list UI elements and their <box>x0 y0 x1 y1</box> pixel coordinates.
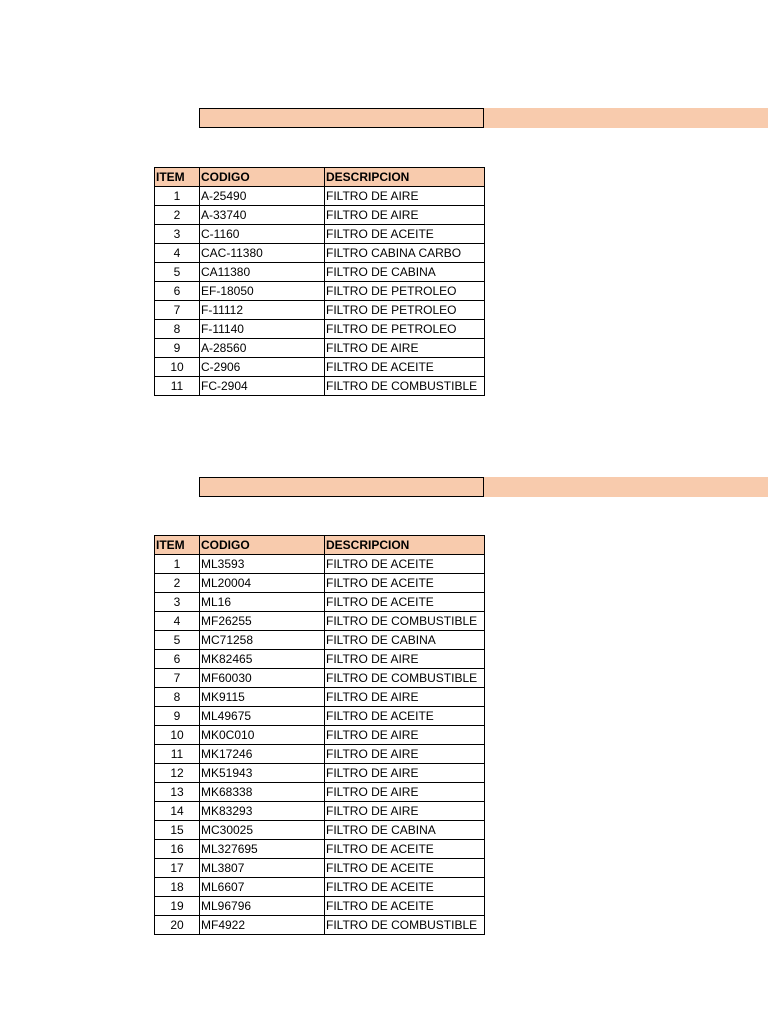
cell-item: 6 <box>155 282 200 301</box>
table-row <box>155 840 485 859</box>
table-row <box>155 358 485 377</box>
cell-item: 4 <box>155 244 200 263</box>
cell-codigo: ML20004 <box>200 574 325 593</box>
table-row <box>155 263 485 282</box>
cell-descripcion: FILTRO DE CABINA <box>325 821 485 840</box>
table-row <box>155 745 485 764</box>
cell-descripcion: FILTRO CABINA CARBO <box>325 244 485 263</box>
header-codigo: CODIGO <box>200 536 325 555</box>
cell-codigo: F-11140 <box>200 320 325 339</box>
cell-descripcion: FILTRO DE AIRE <box>325 802 485 821</box>
cell-item: 12 <box>155 764 200 783</box>
cell-item: 10 <box>155 358 200 377</box>
cell-item: 5 <box>155 631 200 650</box>
cell-descripcion: FILTRO DE COMBUSTIBLE <box>325 916 485 935</box>
cell-codigo: ML16 <box>200 593 325 612</box>
cell-item: 7 <box>155 301 200 320</box>
table-row <box>155 916 485 935</box>
table-row <box>155 282 485 301</box>
cell-codigo: C-2906 <box>200 358 325 377</box>
cell-item: 17 <box>155 859 200 878</box>
cell-codigo: MF4922 <box>200 916 325 935</box>
cell-codigo: CAC-11380 <box>200 244 325 263</box>
cell-codigo: A-33740 <box>200 206 325 225</box>
cell-descripcion: FILTRO DE CABINA <box>325 263 485 282</box>
cell-codigo: ML49675 <box>200 707 325 726</box>
cell-descripcion: FILTRO DE ACEITE <box>325 840 485 859</box>
cell-item: 3 <box>155 225 200 244</box>
cell-descripcion: FILTRO DE ACEITE <box>325 878 485 897</box>
cell-descripcion: FILTRO DE ACEITE <box>325 897 485 916</box>
cell-item: 5 <box>155 263 200 282</box>
header-descripcion: DESCRIPCION <box>325 168 485 187</box>
cell-descripcion: FILTRO DE ACEITE <box>325 859 485 878</box>
table-row <box>155 669 485 688</box>
cell-codigo: A-25490 <box>200 187 325 206</box>
cell-codigo: CA11380 <box>200 263 325 282</box>
table-row <box>155 574 485 593</box>
cell-item: 3 <box>155 593 200 612</box>
cell-item: 16 <box>155 840 200 859</box>
table-row <box>155 783 485 802</box>
cell-item: 9 <box>155 707 200 726</box>
table-row <box>155 764 485 783</box>
table-row <box>155 320 485 339</box>
cell-descripcion: FILTRO DE AIRE <box>325 339 485 358</box>
cell-item: 2 <box>155 574 200 593</box>
table-header-row <box>155 168 485 187</box>
cell-codigo: MK68338 <box>200 783 325 802</box>
cell-item: 1 <box>155 555 200 574</box>
cell-item: 7 <box>155 669 200 688</box>
cell-descripcion: FILTRO DE COMBUSTIBLE <box>325 377 485 396</box>
table-row <box>155 707 485 726</box>
cell-descripcion: FILTRO DE AIRE <box>325 745 485 764</box>
cell-codigo: F-11112 <box>200 301 325 320</box>
header-item: ITEM <box>155 536 200 555</box>
cell-codigo: A-28560 <box>200 339 325 358</box>
cell-item: 4 <box>155 612 200 631</box>
cell-descripcion: FILTRO DE ACEITE <box>325 574 485 593</box>
cell-item: 8 <box>155 320 200 339</box>
cell-descripcion: FILTRO DE PETROLEO <box>325 282 485 301</box>
cell-descripcion: FILTRO DE AIRE <box>325 650 485 669</box>
table-row <box>155 206 485 225</box>
cell-item: 18 <box>155 878 200 897</box>
cell-descripcion: FILTRO DE ACEITE <box>325 358 485 377</box>
cell-descripcion: FILTRO DE AIRE <box>325 187 485 206</box>
cell-descripcion: FILTRO DE AIRE <box>325 688 485 707</box>
cell-item: 6 <box>155 650 200 669</box>
cell-descripcion: FILTRO DE ACEITE <box>325 707 485 726</box>
cell-item: 2 <box>155 206 200 225</box>
cell-item: 19 <box>155 897 200 916</box>
section-1-title-bar <box>199 108 768 128</box>
table-header-row <box>155 536 485 555</box>
cell-codigo: ML327695 <box>200 840 325 859</box>
table-row <box>155 377 485 396</box>
cell-descripcion: FILTRO DE PETROLEO <box>325 320 485 339</box>
cell-codigo: ML6607 <box>200 878 325 897</box>
cell-descripcion: FILTRO DE ACEITE <box>325 555 485 574</box>
cell-item: 15 <box>155 821 200 840</box>
table-row <box>155 593 485 612</box>
cell-descripcion: FILTRO DE AIRE <box>325 726 485 745</box>
table-row <box>155 650 485 669</box>
table-row <box>155 821 485 840</box>
cell-codigo: MC30025 <box>200 821 325 840</box>
cell-codigo: ML3593 <box>200 555 325 574</box>
cell-codigo: MK0C010 <box>200 726 325 745</box>
cell-codigo: C-1160 <box>200 225 325 244</box>
table-row <box>155 726 485 745</box>
cell-descripcion: FILTRO DE AIRE <box>325 783 485 802</box>
cell-item: 11 <box>155 745 200 764</box>
cell-item: 11 <box>155 377 200 396</box>
cell-descripcion: FILTRO DE COMBUSTIBLE <box>325 669 485 688</box>
cell-item: 8 <box>155 688 200 707</box>
table-row <box>155 555 485 574</box>
section-2-title-bar <box>199 477 768 497</box>
cell-codigo: ML3807 <box>200 859 325 878</box>
header-codigo: CODIGO <box>200 168 325 187</box>
cell-codigo: MK83293 <box>200 802 325 821</box>
table-row <box>155 631 485 650</box>
cell-descripcion: FILTRO DE AIRE <box>325 764 485 783</box>
cell-item: 13 <box>155 783 200 802</box>
cell-item: 20 <box>155 916 200 935</box>
cell-codigo: MF26255 <box>200 612 325 631</box>
cell-item: 10 <box>155 726 200 745</box>
cell-codigo: ML96796 <box>200 897 325 916</box>
header-item: ITEM <box>155 168 200 187</box>
cell-item: 1 <box>155 187 200 206</box>
cell-codigo: MK82465 <box>200 650 325 669</box>
table-row <box>155 688 485 707</box>
cell-descripcion: FILTRO DE ACEITE <box>325 593 485 612</box>
table-row <box>155 339 485 358</box>
table-row <box>155 187 485 206</box>
cell-codigo: EF-18050 <box>200 282 325 301</box>
table-row <box>155 225 485 244</box>
cell-descripcion: FILTRO DE AIRE <box>325 206 485 225</box>
section-2-table <box>154 535 485 935</box>
section-1-table <box>154 167 485 396</box>
cell-codigo: MC71258 <box>200 631 325 650</box>
cell-codigo: FC-2904 <box>200 377 325 396</box>
table-row <box>155 301 485 320</box>
table-row <box>155 859 485 878</box>
cell-codigo: MK9115 <box>200 688 325 707</box>
cell-descripcion: FILTRO DE COMBUSTIBLE <box>325 612 485 631</box>
table-row <box>155 612 485 631</box>
cell-item: 9 <box>155 339 200 358</box>
section-1-title-cell <box>199 108 484 128</box>
header-descripcion: DESCRIPCION <box>325 536 485 555</box>
cell-item: 14 <box>155 802 200 821</box>
table-row <box>155 244 485 263</box>
table-row <box>155 802 485 821</box>
cell-descripcion: FILTRO DE PETROLEO <box>325 301 485 320</box>
section-2-title-cell <box>199 477 484 497</box>
cell-codigo: MK17246 <box>200 745 325 764</box>
cell-codigo: MK51943 <box>200 764 325 783</box>
cell-descripcion: FILTRO DE ACEITE <box>325 225 485 244</box>
table-row <box>155 878 485 897</box>
table-row <box>155 897 485 916</box>
cell-codigo: MF60030 <box>200 669 325 688</box>
cell-descripcion: FILTRO DE CABINA <box>325 631 485 650</box>
